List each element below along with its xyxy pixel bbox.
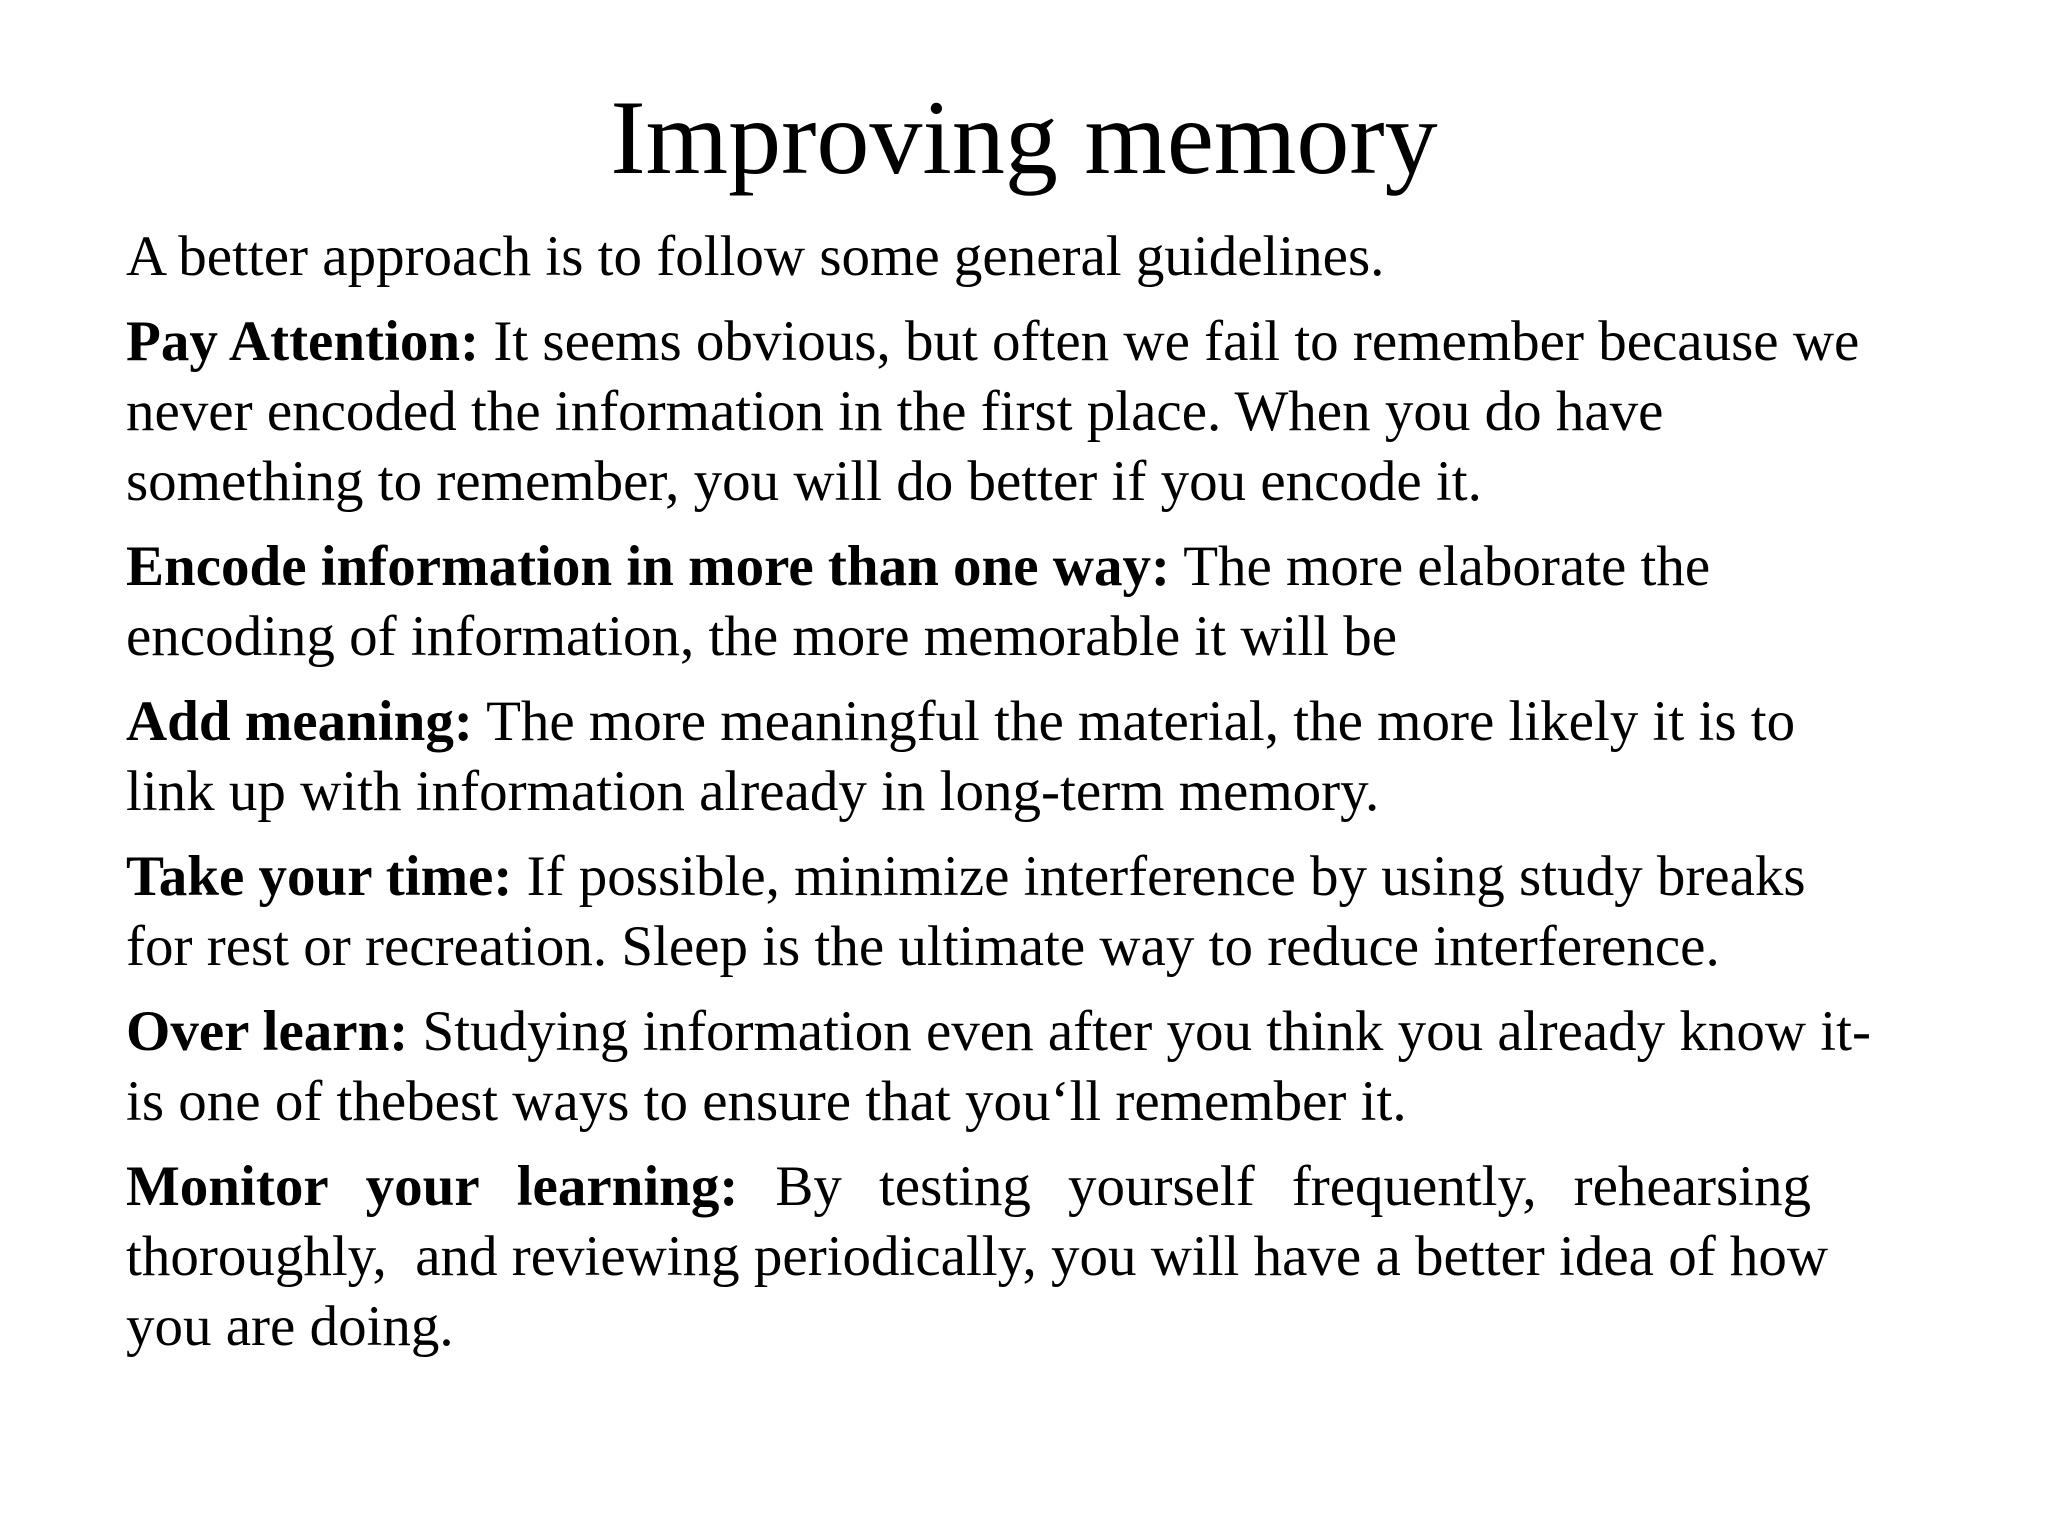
tip-line <box>126 687 1946 757</box>
tip-add-meaning <box>126 687 1946 827</box>
tip-line: for rest or recreation. Sleep is the ultimate way to reduce interference. <box>126 915 1720 978</box>
tip-term: Over learn: <box>126 1000 409 1063</box>
tip-text: If possible, minimize interference by using study breaks <box>526 845 1806 908</box>
tip-word: By <box>775 1155 842 1218</box>
tip-line: link up with information already in long-term memory. <box>126 760 1380 823</box>
tip-word: frequently, <box>1291 1155 1537 1218</box>
tip-line: never encoded the information in the first place. When you do have <box>126 380 1664 443</box>
intro-paragraph <box>126 222 1946 292</box>
tip-text: The more elaborate the <box>1183 535 1711 598</box>
tip-word: yourself <box>1067 1155 1255 1218</box>
tip-term: Encode information in more than one way: <box>126 535 1170 598</box>
tip-term-full <box>126 1377 127 1378</box>
slide-body <box>126 222 1946 1377</box>
tip-line: something to remember, you will do better if you encode it. <box>126 450 1482 513</box>
tip-term: Take your time: <box>126 845 513 908</box>
tip-text: It seems obvious, but often we fail to remember because we <box>493 310 1860 373</box>
tip-line <box>126 842 1946 912</box>
tip-line <box>126 997 1946 1067</box>
tip-line <box>126 532 1946 602</box>
tip-word: testing <box>878 1155 1031 1218</box>
tip-line: is one of thebest ways to ensure that you‘ll remember it. <box>126 1070 1407 1133</box>
slide-title: Improving memory <box>610 79 1438 196</box>
tip-line: thoroughly, and reviewing periodically, you will have a better idea of how <box>126 1225 1829 1288</box>
tip-line: you are doing. <box>126 1295 454 1358</box>
intro-text: A better approach is to follow some general guidelines. <box>126 225 1385 288</box>
tip-term-word: your <box>365 1155 480 1218</box>
tip-line: encoding of information, the more memorable it will be <box>126 605 1398 668</box>
tip-term-word: learning: <box>516 1155 739 1218</box>
tip-line <box>126 307 1946 377</box>
tip-take-your-time <box>126 842 1946 982</box>
tip-term: Add meaning: <box>126 690 473 753</box>
tip-line-justified <box>126 1152 1811 1222</box>
tip-over-learn <box>126 997 1946 1137</box>
tip-encode-information <box>126 532 1946 672</box>
tip-term-word: Monitor <box>126 1155 329 1218</box>
tip-text: Studying information even after you think you already know it- <box>422 1000 1871 1063</box>
tip-pay-attention <box>126 307 1946 517</box>
tip-word: rehearsing <box>1573 1155 1811 1218</box>
tip-term: Pay Attention: <box>126 310 480 373</box>
tip-monitor-your-learning <box>126 1152 1946 1362</box>
tip-text: The more meaningful the material, the more likely it is to <box>486 690 1796 753</box>
